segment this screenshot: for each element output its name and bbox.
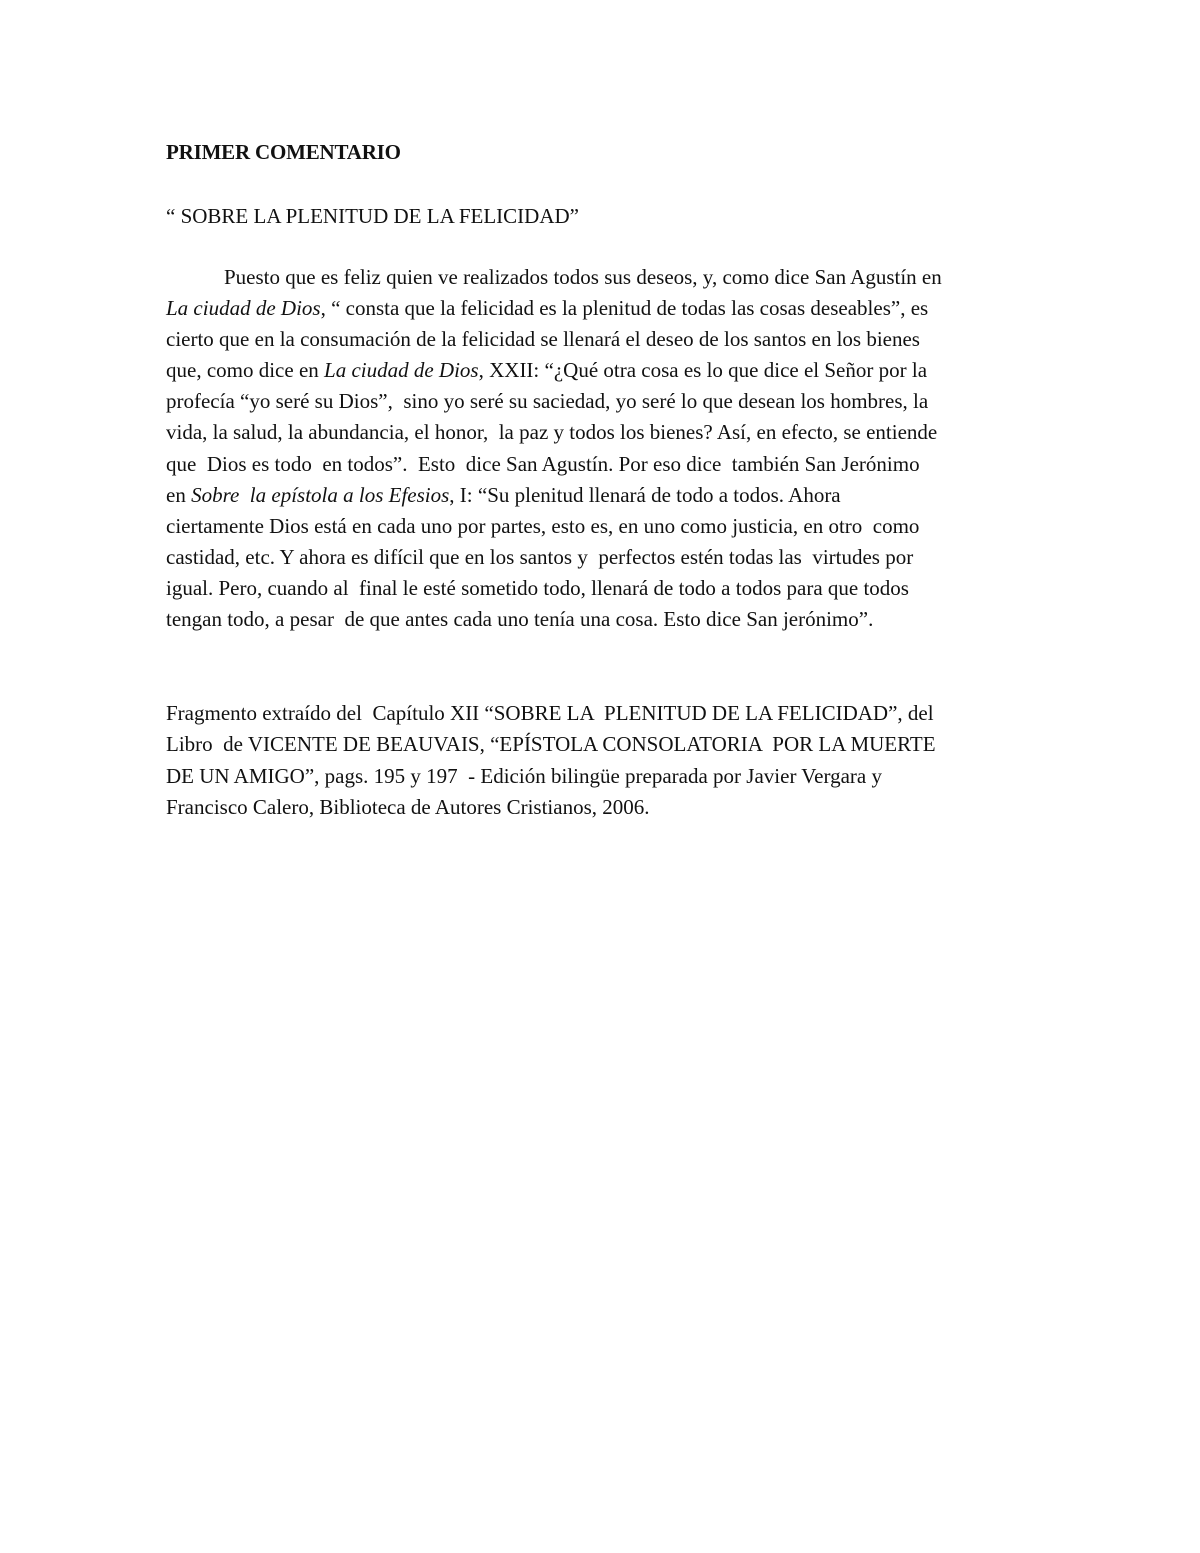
paragraph-line	[166, 355, 1046, 386]
section-subtitle: “ SOBRE LA PLENITUD DE LA FELICIDAD”	[166, 204, 579, 228]
text-run: cierto que en la consumación de la felicidad se llenará el deseo de los santos en los bienes	[166, 327, 920, 352]
text-run: , I: “Su plenitud llenará de todo a todos. Ahora	[449, 482, 841, 507]
page-title: PRIMER COMENTARIO	[166, 140, 401, 164]
paragraph-line	[166, 449, 1046, 480]
paragraph-line	[166, 511, 1046, 542]
text-run: tengan todo, a pesar de que antes cada uno tenía una cosa. Esto dice San jerónimo”.	[166, 607, 874, 632]
paragraph-line	[166, 573, 1046, 604]
text-run: Francisco Calero, Biblioteca de Autores Cristianos, 2006.	[166, 794, 650, 819]
book-title: La ciudad de Dios	[166, 296, 321, 321]
citation-line	[166, 729, 1046, 760]
citation-line	[166, 698, 1046, 729]
text-run: , XXII: “¿Qué otra cosa es lo que dice el Señor por la	[478, 358, 928, 383]
text-run: , “ consta que la felicidad es la plenitud de todas las cosas deseables”, es	[320, 296, 929, 321]
citation-line	[166, 761, 1046, 792]
text-run: igual. Pero, cuando al final le esté sometido todo, llenará de todo a todos para que todos	[166, 575, 909, 600]
text-run: DE UN AMIGO”, pags. 195 y 197 - Edición bilingüe preparada por Javier Vergara y	[166, 763, 882, 788]
paragraph-line	[166, 324, 1046, 355]
paragraph-line	[166, 604, 1046, 635]
citation-line	[166, 792, 1046, 823]
text-run: Libro de VICENTE DE BEAUVAIS, “EPÍSTOLA CONSOLATORIA POR LA MUERTE	[166, 732, 936, 757]
source-citation	[166, 698, 1046, 823]
text-run: que Dios es todo en todos”. Esto dice San Agustín. Por eso dice también San Jerónimo	[166, 451, 920, 476]
text-run: ciertamente Dios está en cada uno por partes, esto es, en uno como justicia, en otro como	[166, 513, 920, 538]
text-run: en	[166, 482, 192, 507]
book-title: La ciudad de Dios	[324, 358, 479, 383]
book-title: Sobre la epístola a los Efesios	[191, 482, 450, 507]
text-run: castidad, etc. Y ahora es difícil que en los santos y perfectos estén todas las virtudes por	[166, 544, 914, 569]
commentary-paragraph	[166, 262, 1046, 635]
paragraph-line	[166, 386, 1046, 417]
paragraph-line	[166, 417, 1046, 448]
text-run: que, como dice en	[166, 358, 325, 383]
paragraph-line	[166, 293, 1046, 324]
text-run: Fragmento extraído del Capítulo XII “SOBRE LA PLENITUD DE LA FELICIDAD”, del	[166, 701, 934, 725]
text-run: profecía “yo seré su Dios”, sino yo seré su saciedad, yo seré lo que desean los hombres, la	[166, 389, 929, 414]
text-run: Puesto que es feliz quien ve realizados todos sus deseos, y, como dice San Agustín en	[224, 265, 942, 289]
paragraph-line	[166, 542, 1046, 573]
paragraph-line	[166, 480, 1046, 511]
paragraph-line	[166, 262, 1046, 293]
text-run: vida, la salud, la abundancia, el honor, la paz y todos los bienes? Así, en efecto, se entiende	[166, 420, 938, 445]
